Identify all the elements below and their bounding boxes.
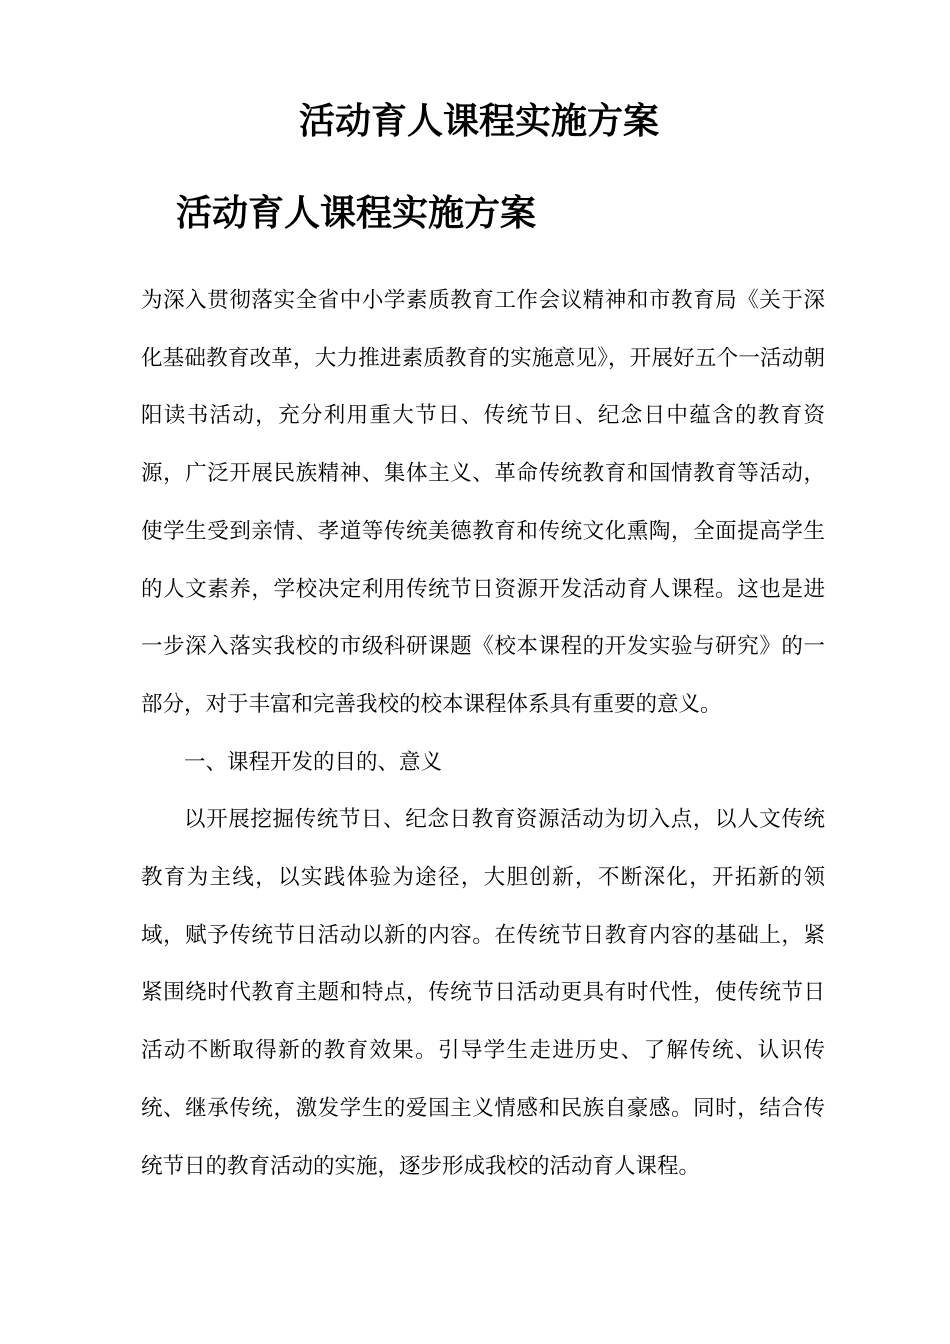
document-body — [141, 272, 825, 1195]
document-title: 活动育人课程实施方案 — [298, 101, 659, 142]
section-1-paragraph: 以开展挖掘传统节日、纪念日教育资源活动为切入点，以人文传统教育为主线，以实践体验为途径，大胆创新，不断深化，开拓新的领域，赋予传统节日活动以新的内容。在传统节日教育内容的基础上，紧紧围绕时代教育主题和特点，传统节日活动更具有时代性，使传统节日活动不断取得新的教育效果。引导学生走进历史、了解传统、认识传统、继承传统，激发学生的爱国主义情感和民族自豪感。同时，结合传统节日的教育活动的实施，逐步形成我校的活动育人课程。 — [141, 807, 825, 1179]
intro-paragraph: 为深入贯彻落实全省中小学素质教育工作会议精神和市教育局《关于深化基础教育改革，大力推进素质教育的实施意见》，开展好五个一活动朝阳读书活动，充分利用重大节日、传统节日、纪念日中蕴含的教育资源，广泛开展民族精神、集体主义、革命传统教育和国情教育等活动，使学生受到亲情、孝道等传统美德教育和传统文化熏陶，全面提高学生的人文素养，学校决定利用传统节日资源开发活动育人课程。这也是进一步深入落实我校的市级科研课题《校本课程的开发实验与研究》的一部分，对于丰富和完善我校的校本课程体系具有重要的意义。 — [141, 288, 825, 717]
section-1-heading: 一、课程开发的目的、意义 — [184, 749, 443, 775]
document-subtitle: 活动育人课程实施方案 — [176, 193, 537, 234]
